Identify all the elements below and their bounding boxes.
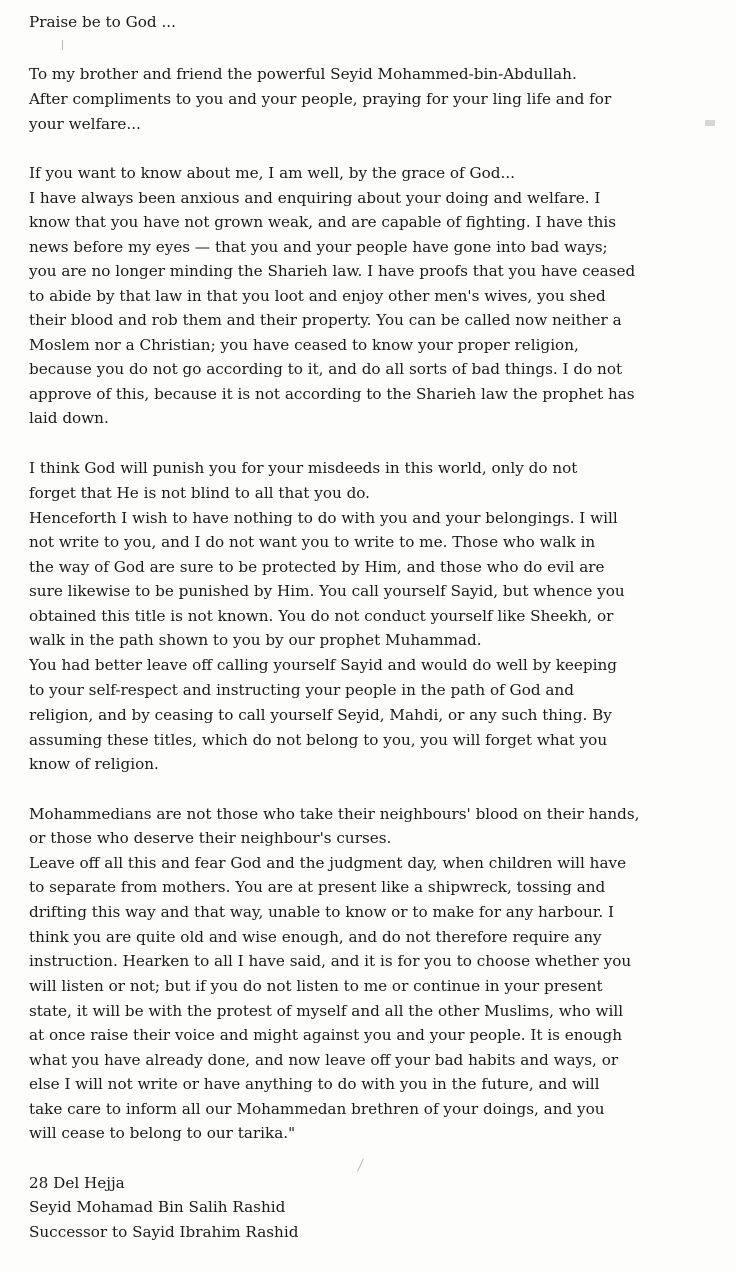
letter-line: Henceforth I wish to have nothing to do with you and your belongings. I will: [29, 509, 618, 527]
letter-line: You had better leave off calling yourself Sayid and would do well by keeping: [29, 656, 617, 674]
letter-line: religion, and by ceasing to call yourself Seyid, Mahdi, or any such thing. By: [29, 706, 612, 724]
letter-line: If you want to know about me, I am well, by the grace of God...: [29, 164, 515, 182]
letter-line: or those who deserve their neighbour's curses.: [29, 829, 392, 847]
letter-line: to separate from mothers. You are at present like a shipwreck, tossing and: [29, 878, 606, 896]
letter-line: not write to you, and I do not want you to write to me. Those who walk in: [29, 533, 596, 551]
letter-line: I think God will punish you for your misdeeds in this world, only do not: [29, 459, 578, 477]
letter-line: forget that He is not blind to all that you do.: [29, 484, 370, 502]
letter-line: know of religion.: [29, 755, 159, 773]
signature-date: 28 Del Hejja: [29, 1174, 125, 1192]
letter-line: obtained this title is not known. You do not conduct yourself like Sheekh, or: [29, 607, 614, 625]
letter-line: because you do not go according to it, and do all sorts of bad things. I do not: [29, 360, 623, 378]
greeting-line: Praise be to God ...: [29, 13, 176, 31]
letter-line: else I will not write or have anything to do with you in the future, and will: [29, 1075, 600, 1093]
letter-line: your welfare...: [29, 115, 141, 133]
letter-line: laid down.: [29, 409, 109, 427]
letter-line: to your self-respect and instructing your people in the path of God and: [29, 681, 574, 699]
signature-title: Successor to Sayid Ibrahim Rashid: [29, 1223, 299, 1241]
letter-line: instruction. Hearken to all I have said, and it is for you to choose whether you: [29, 952, 632, 970]
scan-mark: [357, 1158, 364, 1171]
letter-line: I have always been anxious and enquiring about your doing and welfare. I: [29, 189, 601, 207]
signature-name: Seyid Mohamad Bin Salih Rashid: [29, 1198, 286, 1216]
letter-line: news before my eyes — that you and your people have gone into bad ways;: [29, 238, 608, 256]
letter-line: drifting this way and that way, unable to know or to make for any harbour. I: [29, 903, 615, 921]
letter-line: approve of this, because it is not according to the Sharieh law the prophet has: [29, 385, 635, 403]
letter-line: Leave off all this and fear God and the judgment day, when children will have: [29, 854, 627, 872]
letter-line: After compliments to you and your people, praying for your ling life and for: [29, 90, 612, 108]
letter-line: take care to inform all our Mohammedan brethren of your doings, and you: [29, 1100, 605, 1118]
letter-line: think you are quite old and wise enough, and do not therefore require any: [29, 928, 602, 946]
scan-mark: [705, 120, 715, 126]
letter-line: the way of God are sure to be protected by Him, and those who do evil are: [29, 558, 605, 576]
letter-line: walk in the path shown to you by our prophet Muhammad.: [29, 631, 482, 649]
letter-line: will cease to belong to our tarika.": [29, 1124, 296, 1142]
letter-line: Moslem nor a Christian; you have ceased to know your proper religion,: [29, 336, 579, 354]
letter-line: will listen or not; but if you do not listen to me or continue in your present: [29, 977, 603, 995]
letter-line: Mohammedians are not those who take their neighbours' blood on their hands,: [29, 805, 640, 823]
letter-line: sure likewise to be punished by Him. You call yourself Sayid, but whence you: [29, 582, 625, 600]
scan-mark: [62, 40, 63, 50]
letter-line: To my brother and friend the powerful Seyid Mohammed-bin-Abdullah.: [29, 65, 577, 83]
letter-line: at once raise their voice and might against you and your people. It is enough: [29, 1026, 623, 1044]
letter-line: know that you have not grown weak, and are capable of fighting. I have this: [29, 213, 617, 231]
letter-line: what you have already done, and now leave off your bad habits and ways, or: [29, 1051, 619, 1069]
letter-line: state, it will be with the protest of myself and all the other Muslims, who will: [29, 1002, 624, 1020]
letter-line: to abide by that law in that you loot and enjoy other men's wives, you shed: [29, 287, 606, 305]
letter-line: assuming these titles, which do not belong to you, you will forget what you: [29, 731, 608, 749]
letter-line: you are no longer minding the Sharieh law. I have proofs that you have ceased: [29, 262, 636, 280]
letter-line: their blood and rob them and their property. You can be called now neither a: [29, 311, 622, 329]
